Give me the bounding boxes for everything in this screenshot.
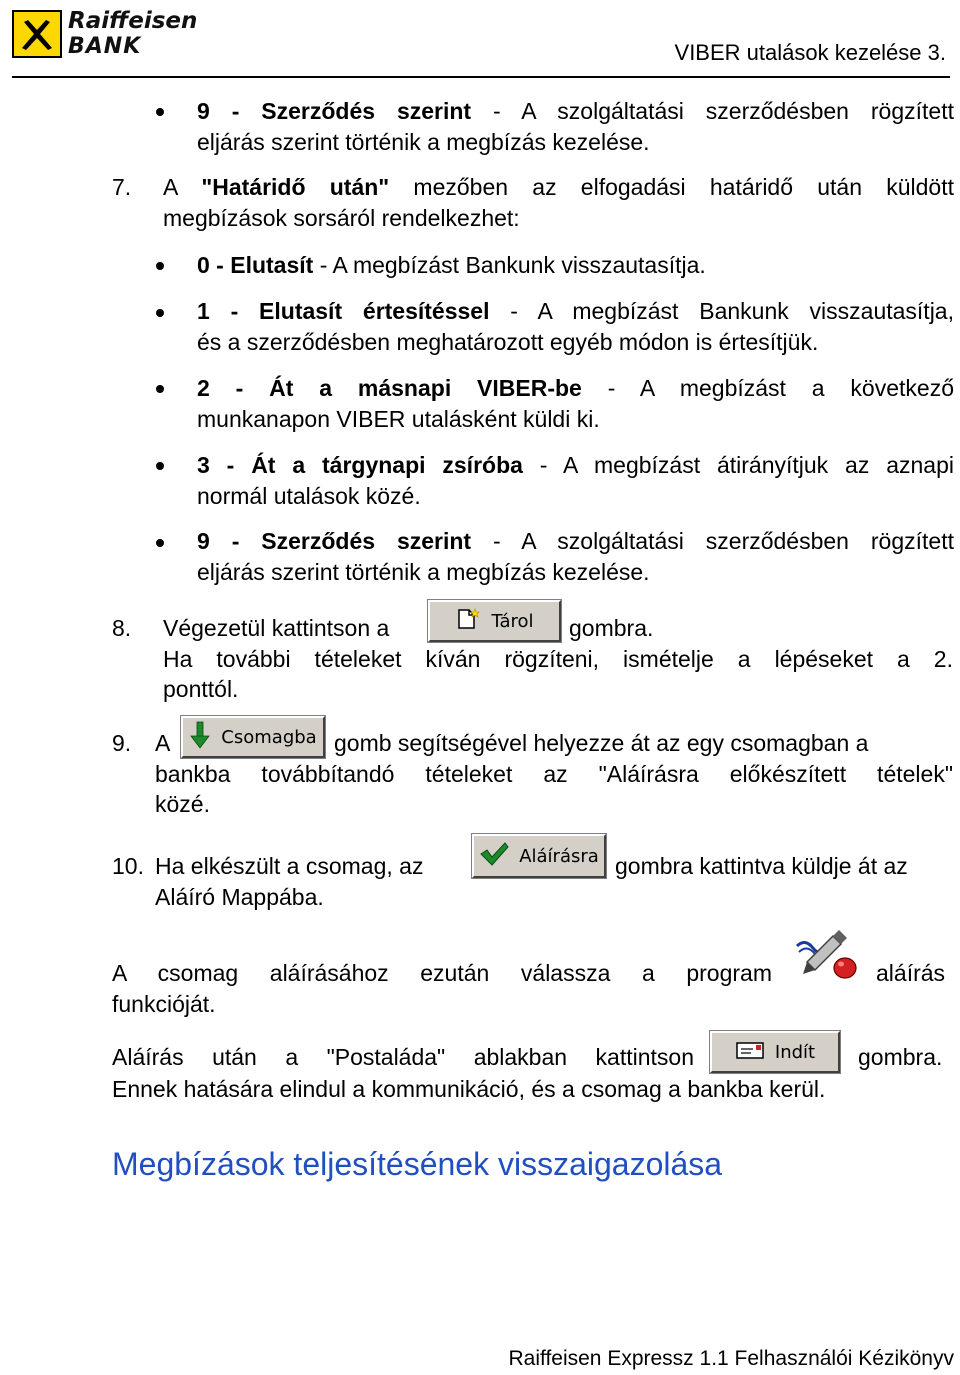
bullet-term: 9 - Szerződés szerint <box>197 98 472 124</box>
item-9-pre: A <box>155 730 171 756</box>
page-footer: Raiffeisen Expressz 1.1 Felhasználói Kézikönyv <box>508 1347 954 1370</box>
send-line-2: Ennek hatására elindul a kommunikáció, és a csomag a bankba kerül. <box>112 1076 826 1102</box>
indit-button-label: Indít <box>774 1041 816 1063</box>
item-number: 7. <box>112 174 132 200</box>
csomagba-button[interactable] <box>181 716 325 758</box>
tarol-button[interactable] <box>428 600 561 642</box>
alairasra-button[interactable] <box>472 834 606 878</box>
header-divider <box>12 76 950 78</box>
bullet-icon <box>156 539 164 547</box>
item-7-line-1 <box>163 172 954 203</box>
bullet-icon <box>156 108 164 116</box>
bullet-line-2: és a szerződésben meghatározott egyéb módon is értesítjük. <box>197 329 819 355</box>
item-number: 9. <box>112 730 132 756</box>
bullet-line-2: eljárás szerint történik a megbízás kezelése. <box>197 129 650 155</box>
bullet-line-2: normál utalások közé. <box>197 483 421 509</box>
bullet-line-1 <box>197 296 954 327</box>
item-8-line-2: Ha további tételeket kíván rögzíteni, ismételje a lépéseket a 2. <box>163 646 953 672</box>
item-9-post: gomb segítségével helyezze át az egy csomagban a <box>334 730 869 756</box>
sign-line-2: funkcióját. <box>112 991 216 1017</box>
bullet-line-1 <box>197 96 954 127</box>
bullet-line-1 <box>197 526 954 557</box>
item-7-pre: A <box>163 174 202 200</box>
tarol-button-label: Tárol <box>491 610 534 632</box>
bullet-term: 3 - Át a tárgynapi zsíróba <box>197 452 523 478</box>
bullet-term: 1 - Elutasít értesítéssel <box>197 298 490 324</box>
item-7-rest: mezőben az elfogadási határidő után küldött <box>389 174 954 200</box>
item-8-pre: Végezetül kattintson a <box>163 615 390 641</box>
section-heading: Megbízások teljesítésének visszaigazolása <box>112 1146 723 1182</box>
bullet-line-2: eljárás szerint történik a megbízás kezelése. <box>197 559 650 585</box>
bullet-line-1 <box>197 373 954 404</box>
logo-text-raiffeisen: Raiffeisen <box>68 8 198 34</box>
bullet-icon <box>156 462 164 470</box>
send-line-1-post: gombra. <box>858 1044 943 1070</box>
item-10-pre: Ha elkészült a csomag, az <box>155 853 424 879</box>
sign-line-1-pre: A csomag aláírásához ezután válassza a program <box>112 960 772 986</box>
arrow-down-icon <box>189 720 211 755</box>
alairasra-button-label: Aláírásra <box>519 845 599 867</box>
bullet-desc: - A megbízást a következő <box>581 375 954 401</box>
item-8-post: gombra. <box>569 615 654 641</box>
item-7-line-2: megbízások sorsáról rendelkezhet: <box>163 205 520 231</box>
bullet-line-1 <box>197 250 706 281</box>
bullet-line-2: munkanapon VIBER utalásként küldi ki. <box>197 406 600 432</box>
envelope-icon <box>735 1040 765 1065</box>
bullet-desc: - A megbízást Bankunk visszautasítja, <box>489 298 954 324</box>
page-header-title: VIBER utalások kezelése 3. <box>674 40 946 65</box>
checkmark-icon <box>479 841 509 872</box>
indit-button[interactable] <box>710 1031 840 1073</box>
document-new-icon <box>455 607 481 636</box>
bullet-term: 2 - Át a másnapi VIBER-be <box>197 375 582 401</box>
item-number: 8. <box>112 615 132 641</box>
item-10-line-2: Aláíró Mappába. <box>155 884 324 910</box>
bullet-icon <box>156 385 164 393</box>
item-number: 10. <box>112 853 144 879</box>
bullet-desc: - A megbízást Bankunk visszautasítja. <box>313 252 706 278</box>
item-9-line-3: közé. <box>155 791 210 817</box>
sign-line-1-post: aláírás <box>876 960 946 986</box>
logo-text-bank: BANK <box>68 34 142 59</box>
bullet-term: 9 - Szerződés szerint <box>197 528 472 554</box>
field-name-hatarido: "Határidő után" <box>201 174 390 200</box>
bullet-icon <box>156 262 164 270</box>
bullet-desc: - A szolgáltatási szerződésben rögzített <box>471 528 954 554</box>
bullet-desc: - A megbízást átirányítjuk az aznapi <box>522 452 954 478</box>
csomagba-button-label: Csomagba <box>221 726 317 748</box>
item-10-post: gombra kattintva küldje át az <box>615 853 908 879</box>
bullet-icon <box>156 309 164 317</box>
bullet-line-1 <box>197 450 954 481</box>
bullet-term: 0 - Elutasít <box>197 252 314 278</box>
signature-pen-icon[interactable] <box>795 928 859 984</box>
bullet-desc: - A szolgáltatási szerződésben rögzített <box>471 98 954 124</box>
send-line-1-pre: Aláírás után a "Postaláda" ablakban kattintson <box>112 1044 694 1070</box>
item-9-line-2: bankba továbbítandó tételeket az "Aláírásra előkészített tételek" <box>155 761 953 787</box>
logo-cross-icon <box>12 10 62 58</box>
item-8-line-3: ponttól. <box>163 676 239 702</box>
